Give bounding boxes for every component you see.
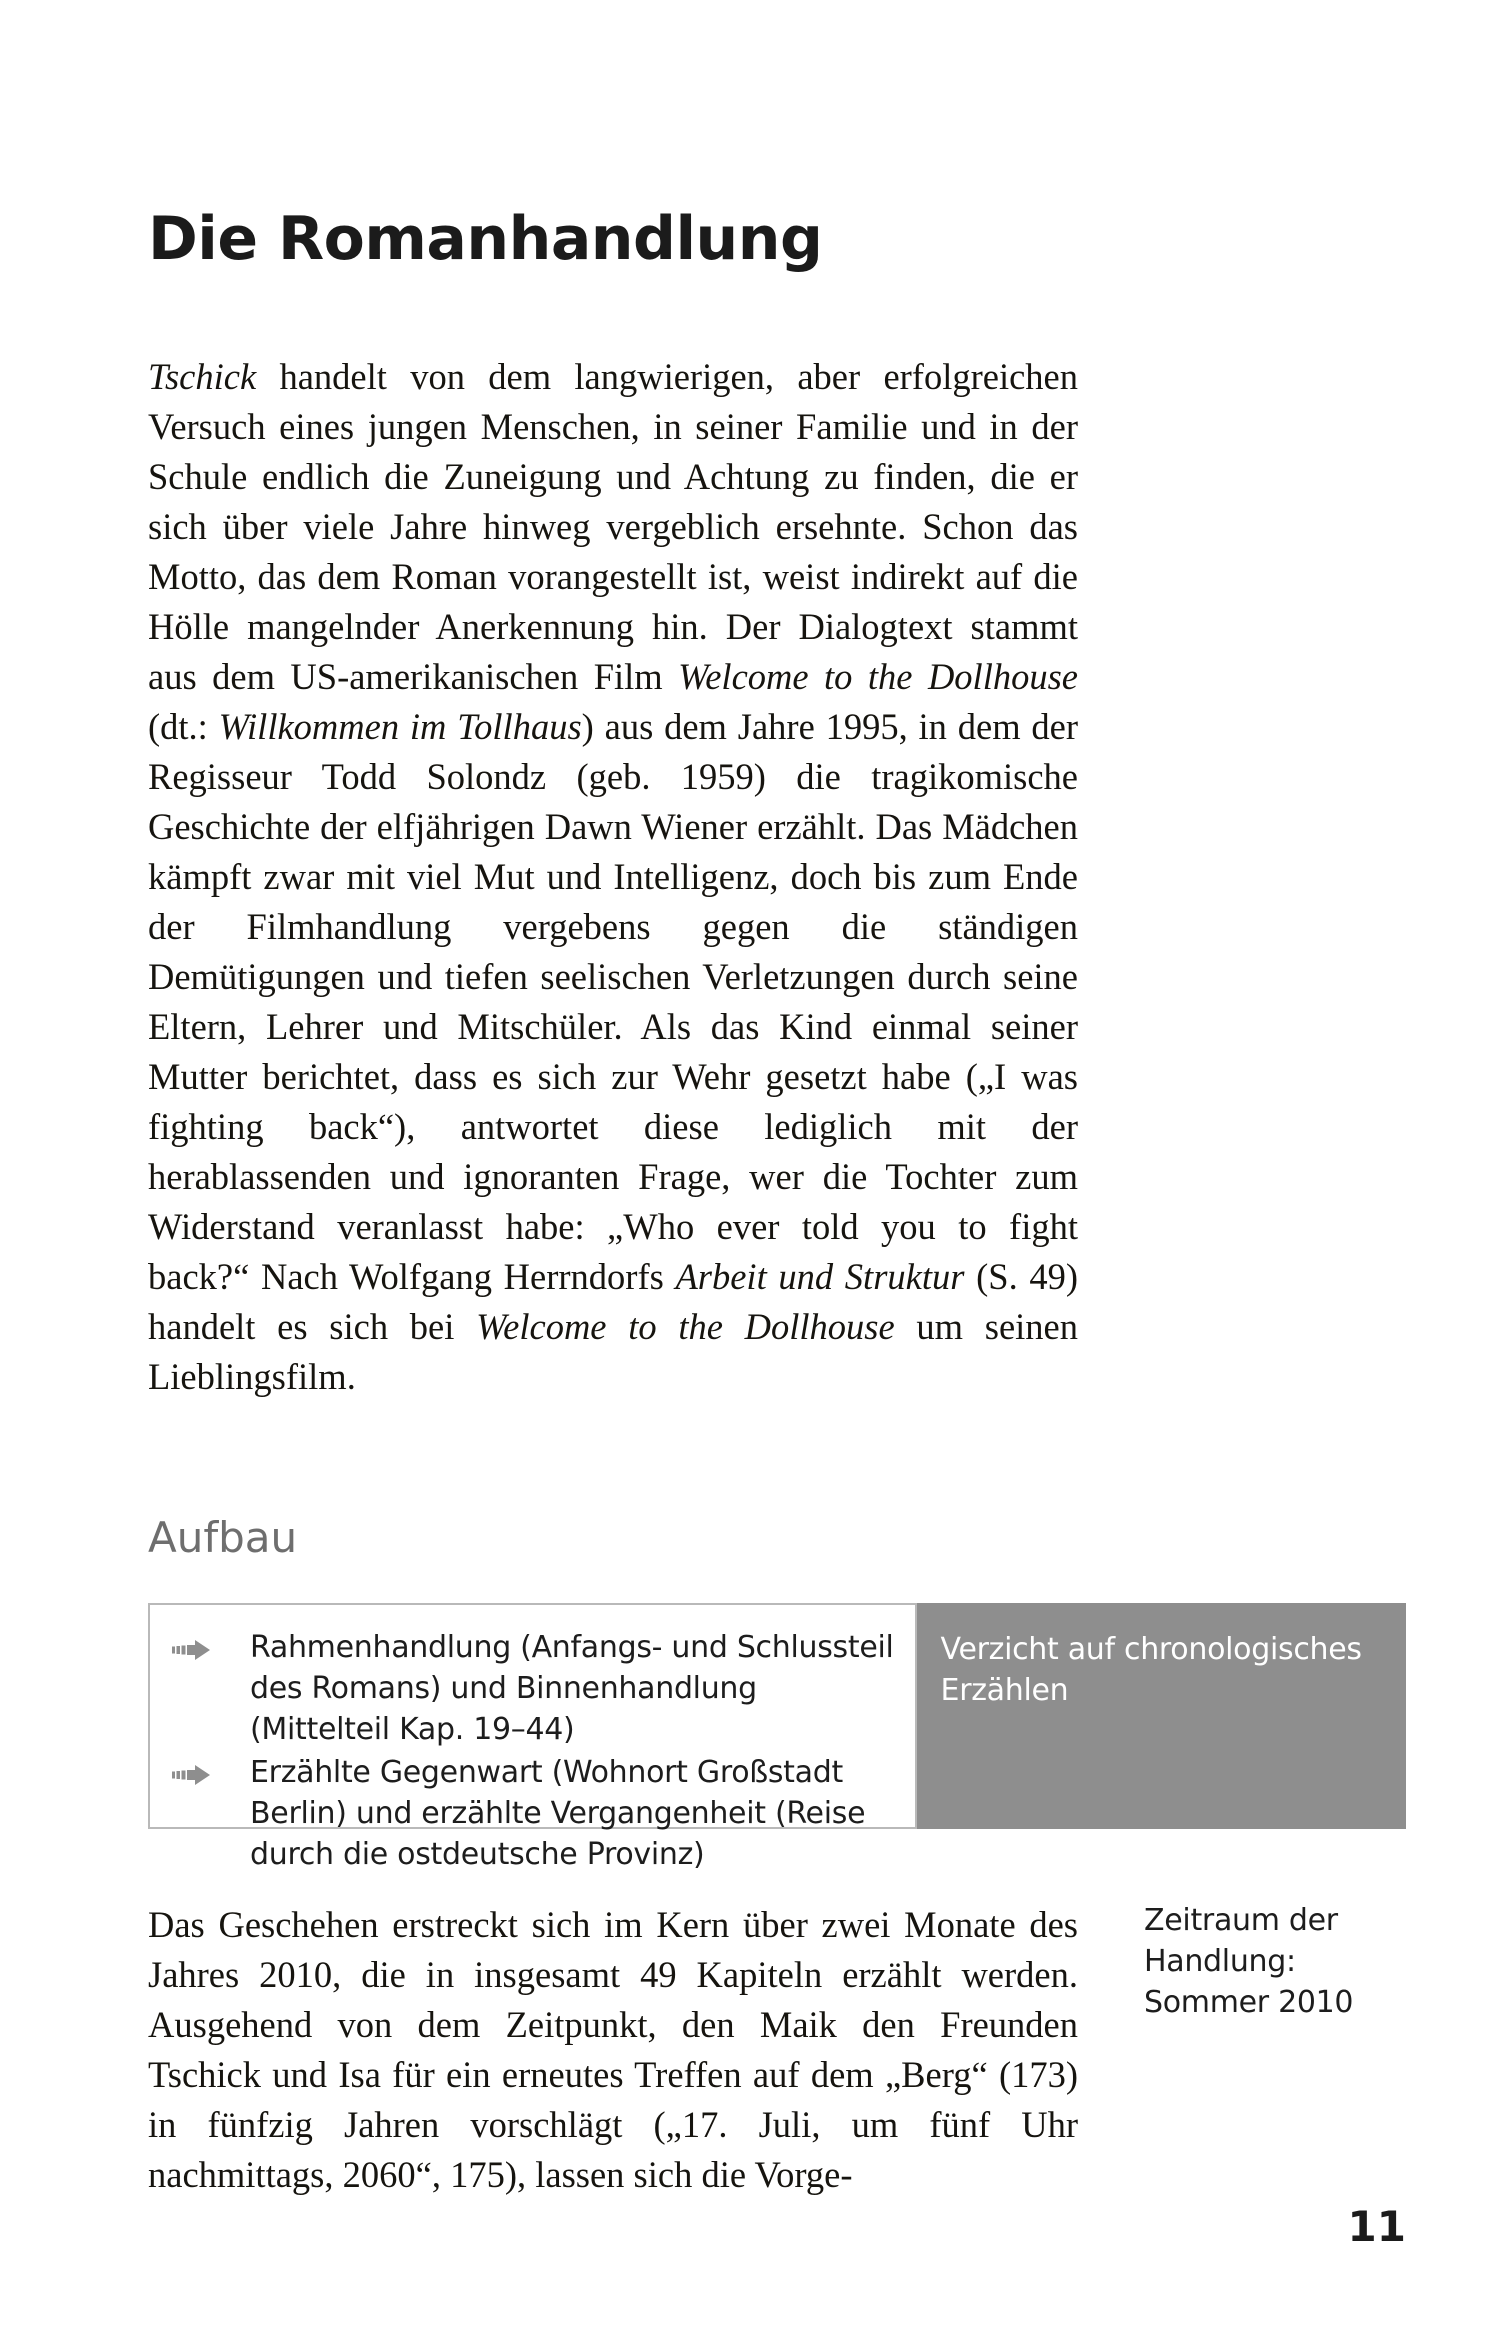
text-run: (dt.: xyxy=(148,706,219,747)
text-run: um seinen Lieblingsfilm. xyxy=(148,1306,1079,1397)
list-item-label: Erzählte Gegenwart (Wohnort Großstadt Berlin) und erzählte Vergangenheit (Reise durch die ostdeutsche Provinz) xyxy=(250,1755,866,1872)
aside-keyword-box: Verzicht auf chronologisches Erzählen xyxy=(917,1603,1406,1829)
list-item xyxy=(162,1627,905,1750)
list-item xyxy=(162,1752,905,1875)
italic-run: Willkommen im Tollhaus xyxy=(218,706,582,747)
page-title: Die Romanhandlung xyxy=(148,204,823,275)
arrow-right-icon xyxy=(162,1752,250,1786)
arrow-right-icon xyxy=(162,1627,250,1661)
section-heading-aufbau: Aufbau xyxy=(148,1512,298,1562)
time-paragraph xyxy=(148,1900,1078,2200)
italic-run: Welcome to the Dollhouse xyxy=(476,1306,895,1347)
italic-run: Tschick xyxy=(148,356,257,397)
bullet-list xyxy=(162,1627,905,1875)
margin-note-timeframe: Zeitraum der Handlung: Sommer 2010 xyxy=(1144,1903,1354,2020)
aufbau-callout xyxy=(148,1603,1406,1872)
italic-run: Arbeit und Struktur xyxy=(675,1256,965,1297)
text-run: Das Geschehen erstreckt sich im Kern über zwei Monate des Jahres 2010, die in insgesamt 49 Kapiteln erzählt werden. Ausgehend von dem Zeitpunkt, den Maik den Freunden Tschick und Isa für ein erneutes Treffen auf dem „Berg“ (173) in fünfzig Jahren vorschlägt („17. Juli, um fünf Uhr nachmittags, 2060“, 175), lassen sich die Vorge- xyxy=(148,1904,1078,2195)
bullet-callout-box xyxy=(148,1603,917,1872)
italic-run: Welcome to the Dollhouse xyxy=(678,656,1078,697)
text-run: (S. 49) handelt es sich bei xyxy=(148,1256,1079,1347)
text-run: ) aus dem Jahre 1995, in dem der Regisseur Todd Solondz (geb. 1959) die tragikomische Geschichte der elfjährigen Dawn Wiener erzählt. Das Mädchen kämpft zwar mit viel Mut und Intelligenz, doch bis zum Ende der Filmhandlung vergebens gegen die ständigen Demütigungen und tiefen seelischen Verletzungen durch seine Eltern, Lehrer und Mitschüler. Als das Kind einmal seiner Mutter berichtet, dass es sich zur Wehr gesetzt habe („I was fighting back“), antwortet diese lediglich mit der herablassenden und ignoranten Frage, wer die Tochter zum Widerstand veranlasst habe: „Who ever told you to fight back?“ Nach Wolfgang Herrndorfs xyxy=(148,706,1079,1297)
text-run: handelt von dem langwierigen, aber erfolgreichen Versuch eines jungen Menschen, in seiner Familie und in der Schule endlich die Zuneigung und Achtung zu finden, die er sich über viele Jahre hinweg vergeblich ersehnte. Schon das Motto, das dem Roman vorangestellt ist, weist indirekt auf die Hölle mangelnder Anerkennung hin. Der Dialogtext stammt aus dem US-amerikanischen Film xyxy=(148,356,1078,697)
intro-paragraph xyxy=(148,352,1078,1402)
page-number: 11 xyxy=(1347,2202,1406,2251)
list-item-label: Rahmenhandlung (Anfangs- und Schlussteil des Romans) und Binnenhandlung (Mittelteil Kap. 19–44) xyxy=(250,1630,894,1747)
